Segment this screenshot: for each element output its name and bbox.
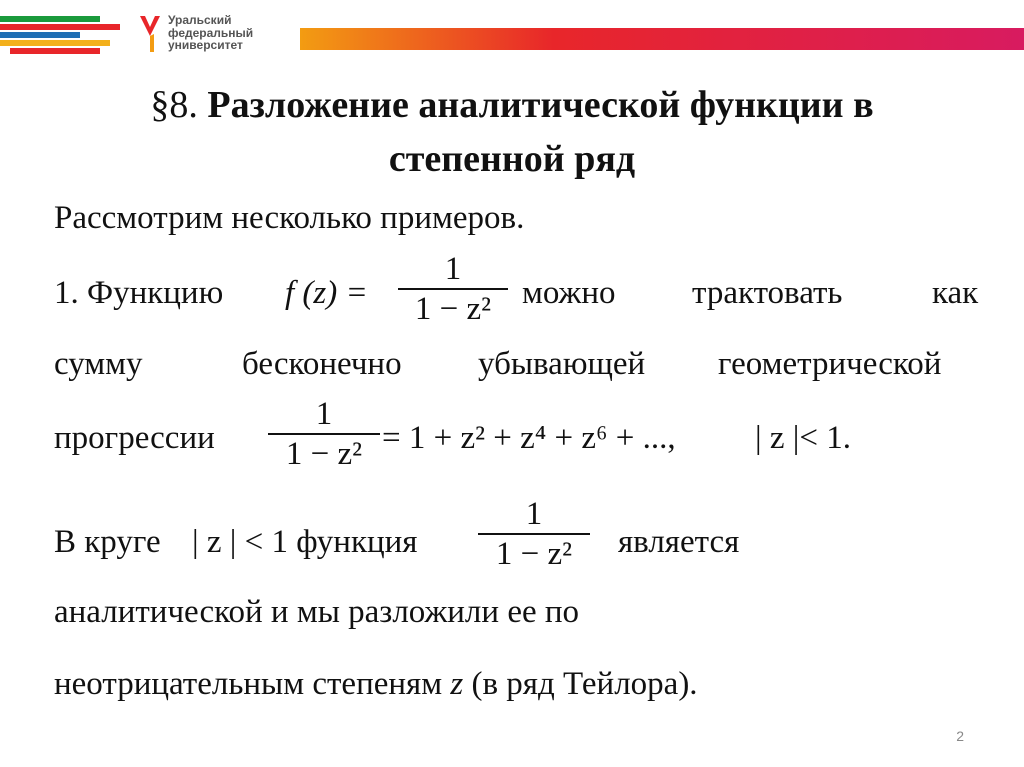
blue-stripe [0,32,80,38]
page-title-line2 [0,136,1024,182]
section-number: §8. [150,84,198,126]
word-yavlyaetsya: является [618,524,740,560]
circle-condition: | z | < 1 функция [192,524,418,560]
fraction-3 [478,495,590,573]
taylor-prefix: неотрицательным степеням [54,666,443,702]
yellow-stripe [0,40,110,46]
taylor-line [54,666,698,703]
fraction-numerator: 1 [525,496,543,532]
series-condition: | z |< 1. [755,420,851,456]
header-band [300,28,1024,50]
red-stripe [0,24,120,30]
circle-prefix: В круге [54,524,161,560]
word-traktovat: трактовать [692,275,843,311]
series-expression: = 1 + z² + z⁴ + z⁶ + ..., [382,420,676,456]
university-name-line1: Уральский [168,13,232,27]
word-geometricheskoy: геометрической [718,346,942,382]
word-summu: сумму [54,346,143,382]
word-beskonechno: бесконечно [242,346,402,382]
university-logo-icon [138,14,162,54]
word-kak: как [932,275,979,311]
function-lhs: f (z) = [285,275,368,311]
university-name-line3: университет [168,38,243,52]
fraction-denominator: 1 − z² [495,536,573,572]
word-mozhno: можно [522,275,616,311]
variable-z: z [450,666,464,702]
word-ubyvayushchey: убывающей [478,346,646,382]
item1-label: 1. Функцию [54,275,224,311]
fraction-2 [268,395,380,473]
fraction-numerator: 1 [444,251,462,287]
word-progressii: прогрессии [54,420,215,456]
taylor-suffix: (в ряд Тейлора). [471,666,698,702]
fraction-numerator: 1 [315,396,333,432]
university-name [168,14,253,52]
page-title [0,82,1024,128]
fraction-1 [398,250,508,328]
intro-text: Рассмотрим несколько примеров. [54,200,525,236]
fraction-denominator: 1 − z² [414,291,492,327]
page-number: 2 [956,728,964,744]
title-line2: степенной ряд [388,138,636,180]
analytic-text: аналитической и мы разложили ее по [54,594,580,630]
fraction-denominator: 1 − z² [285,436,363,472]
title-line1: Разложение аналитической функции в [207,84,874,126]
red-stripe-2 [10,48,100,54]
university-name-line2: федеральный [168,25,254,40]
green-stripe [0,16,100,22]
